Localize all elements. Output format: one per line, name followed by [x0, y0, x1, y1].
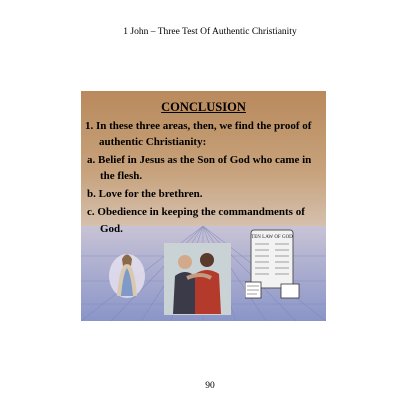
ten-commandments-tablet-image [245, 226, 300, 301]
slide-line: a. Belief in Jesus as the Son of God who came in [87, 154, 312, 166]
tablet-caption: TEN LAW OF GOD [251, 235, 293, 240]
presentation-slide [81, 91, 326, 321]
page-number: 90 [205, 381, 215, 391]
slide-line: c. Obedience in keeping the commandments of [87, 206, 305, 218]
embracing-people-photo [164, 243, 231, 315]
page-header: 1 John – Three Test Of Authentic Christianity [123, 27, 297, 37]
slide-line: 1. In these three areas, then, we find the proof of [85, 120, 312, 132]
slide-line: authentic Christianity: [99, 136, 207, 148]
slide-line: b. Love for the brethren. [87, 188, 203, 200]
slide-heading: CONCLUSION [161, 100, 246, 114]
slide-line: the flesh. [100, 170, 143, 182]
jesus-figure-image [107, 246, 147, 298]
slide-line: God. [100, 223, 123, 235]
